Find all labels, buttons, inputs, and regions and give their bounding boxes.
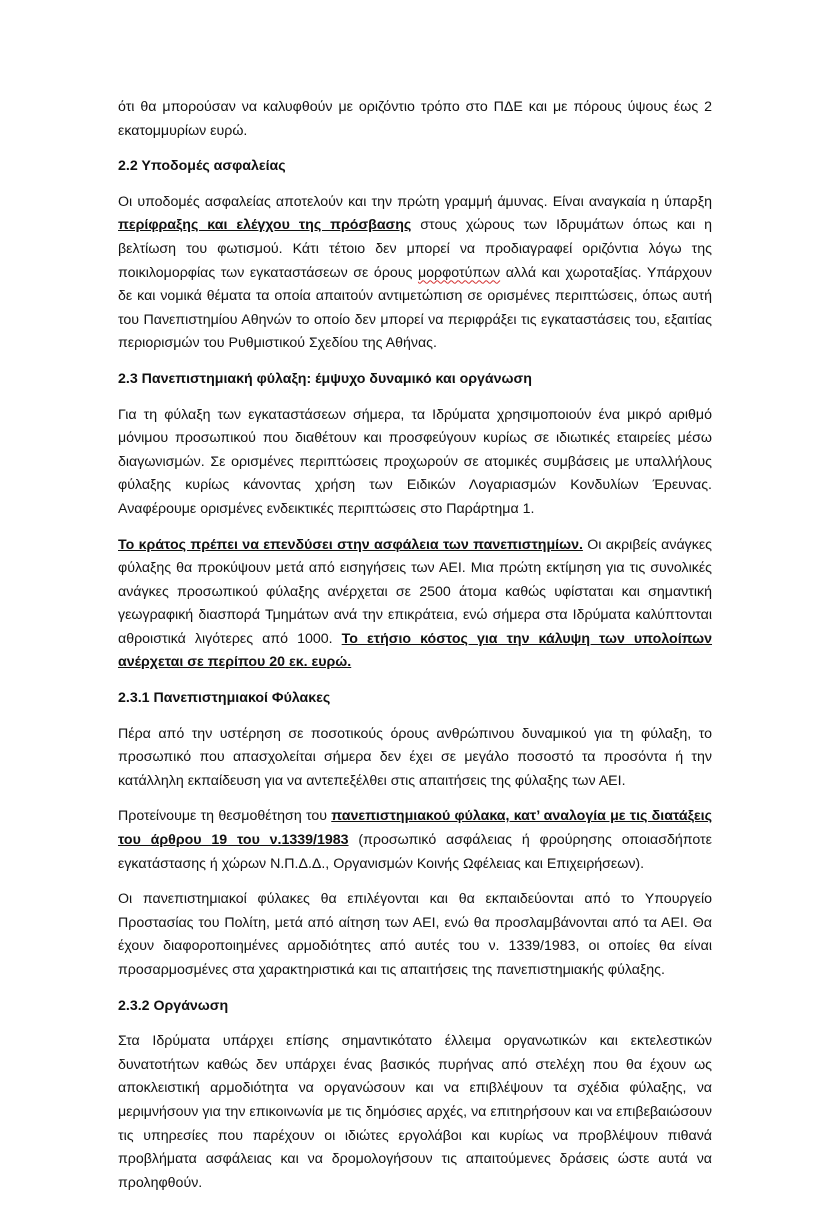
text-segment: Οι πανεπιστημιακοί φύλακες θα επιλέγονται και θα εκπαιδεύονται από το Υπουργείο Προστασίας του Πολίτη, μετά από αίτηση των ΑΕΙ, ενώ θα προσλαμβάνονται από τα ΑΕΙ. Θα έχουν διαφοροποιημένες αρμοδιότητες από αυτές του ν. 1339/1983, οι οποίες θα είναι προσαρμοσμένες στα χαρακτηριστικά και τις απαιτήσεις της πανεπιστημιακής φύλαξης. xyxy=(118,891,712,978)
intro-text: ότι θα μπορούσαν να καλυφθούν με οριζόντιο τρόπο στο ΠΔΕ και με πόρους ύψους έως 2 εκατομμυρίων ευρώ. xyxy=(118,99,712,139)
section-heading-2-3-2: 2.3.2 Οργάνωση xyxy=(118,997,229,1014)
text-segment: Προτείνουμε τη θεσμοθέτηση του xyxy=(118,808,332,825)
emphasis-annual-cost: Το ετήσιο κόστος για την κάλυψη των υπολοίπων ανέρχεται σε περίπου 20 εκ. ευρώ. xyxy=(118,630,712,671)
text-segment: Οι υποδομές ασφαλείας αποτελούν και την πρώτη γραμμή άμυνας. Είναι αναγκαία η ύπαρξη xyxy=(118,193,712,210)
spellcheck-flagged-word: μορφοτύπων xyxy=(417,264,501,281)
text-segment: Για τη φύλαξη των εγκαταστάσεων σήμερα, τα Ιδρύματα χρησιμοποιούν ένα μικρό αριθμό μόνιμου προσωπικού που διαθέτουν και προσφεύγουν κυρίως σε ιδιωτικές εταιρείες μέσω διαγωνισμών. Σε ορισμένες περιπτώσεις προχωρούν σε ατομικές συμβάσεις με υπαλλήλους φύλαξης κυρίως κάνοντας χρήση των Ειδικών Λογαριασμών Κονδυλίων Έρευνας. Αναφέρουμε ορισμένες ενδεικτικές περιπτώσεις στο Παράρτημα 1. xyxy=(118,406,712,517)
text-segment: στους χώρους των Ιδρυμάτων όπως και η βελτίωση του φωτισμού. Κάτι τέτοιο δεν μπορεί να προδιαγραφεί οριζόντια λόγω της ποικιλομορφίας των εγκαταστάσεων σε όρους xyxy=(118,217,712,281)
emphasis-fencing-access-control: περίφραξης και ελέγχου της πρόσβασης xyxy=(118,217,412,234)
emphasis-state-must-invest: Το κράτος πρέπει να επενδύσει στην ασφάλεια των πανεπιστημίων. xyxy=(118,536,583,553)
section-heading-2-3-1: 2.3.1 Πανεπιστημιακοί Φύλακες xyxy=(118,690,331,707)
text-segment: Πέρα από την υστέρηση σε ποσοτικούς όρους ανθρώπινου δυναμικού για τη φύλαξη, το προσωπικό που απασχολείται σήμερα δεν έχει σε μεγάλο ποσοστό τα προσόντα ή την κατάλληλη εκπαίδευση για να αντεπεξέλθει στις απαιτήσεις της φύλαξης των ΑΕΙ. xyxy=(118,725,712,789)
paragraph-current-guarding xyxy=(118,404,712,522)
paragraph-organisation xyxy=(118,1030,712,1195)
section-heading-2-2: 2.2 Υποδομές ασφαλείας xyxy=(118,158,286,175)
text-segment: Οι ακριβείς ανάγκες φύλαξης θα προκύψουν μετά από εισηγήσεις των ΑΕΙ. Μια πρώτη εκτίμηση για τις συνολικές ανάγκες προσωπικού φύλαξης ανέρχεται σε 2500 άτομα καθώς υφίσταται και σημαντική γεωγραφική διασπορά Τμημάτων ανά την επικράτεια, ενώ σήμερα στα Ιδρύματα καλύπτονται αθροιστικά λιγότερες από 1000. xyxy=(118,536,712,647)
paragraph-staff-shortfall xyxy=(118,723,712,794)
emphasis-university-guard-law: πανεπιστημιακού φύλακα, κατ’ αναλογία με τις διατάξεις του άρθρου 19 του ν.1339/1983 xyxy=(118,808,712,849)
document-page xyxy=(118,96,712,1207)
paragraph-guard-selection xyxy=(118,888,712,982)
text-segment: Στα Ιδρύματα υπάρχει επίσης σημαντικότατο έλλειμα οργανωτικών και εκτελεστικών δυνατοτήτων καθώς δεν υπάρχει ένας βασικός πυρήνας από στελέχη που θα έχουν ως αποκλειστική αρμοδιότητα να οργανώσουν και να επιβλέψουν τα σχέδια φύλαξης, να μεριμνήσουν για την επικοινωνία με τις δημόσιες αρχές, να επιτηρήσουν και να επιβεβαιώσουν τις υπηρεσίες που παρέχουν οι ιδιώτες εργολάβοι και κυρίως να προβλέψουν πιθανά προβλήματα ασφάλειας και να δρομολογήσουν τις απαιτούμενες δράσεις ώστε αυτά να προληφθούν. xyxy=(118,1033,712,1191)
intro-paragraph xyxy=(118,96,712,143)
paragraph-university-guard-proposal xyxy=(118,805,712,876)
paragraph-state-investment xyxy=(118,534,712,676)
paragraph-security-infrastructure xyxy=(118,191,712,356)
section-heading-2-3: 2.3 Πανεπιστημιακή φύλαξη: έμψυχο δυναμικό και οργάνωση xyxy=(118,370,532,387)
text-segment: (προσωπικό ασφάλειας ή φρούρησης οποιασδήποτε εγκατάστασης ή χώρων Ν.Π.Δ.Δ., Οργανισμών Κοινής Ωφέλειας και Επιχειρήσεων). xyxy=(118,832,712,872)
text-segment: αλλά και χωροταξίας. Υπάρχουν δε και νομικά θέματα τα οποία απαιτούν αντιμετώπιση σε ορισμένες περιπτώσεις, όπως αυτή του Πανεπιστημίου Αθηνών το οποίο δεν μπορεί να περιφράξει τις εγκαταστάσεις του, εξαιτίας περιορισμών του Ρυθμιστικού Σχεδίου της Αθήνας. xyxy=(118,264,712,352)
